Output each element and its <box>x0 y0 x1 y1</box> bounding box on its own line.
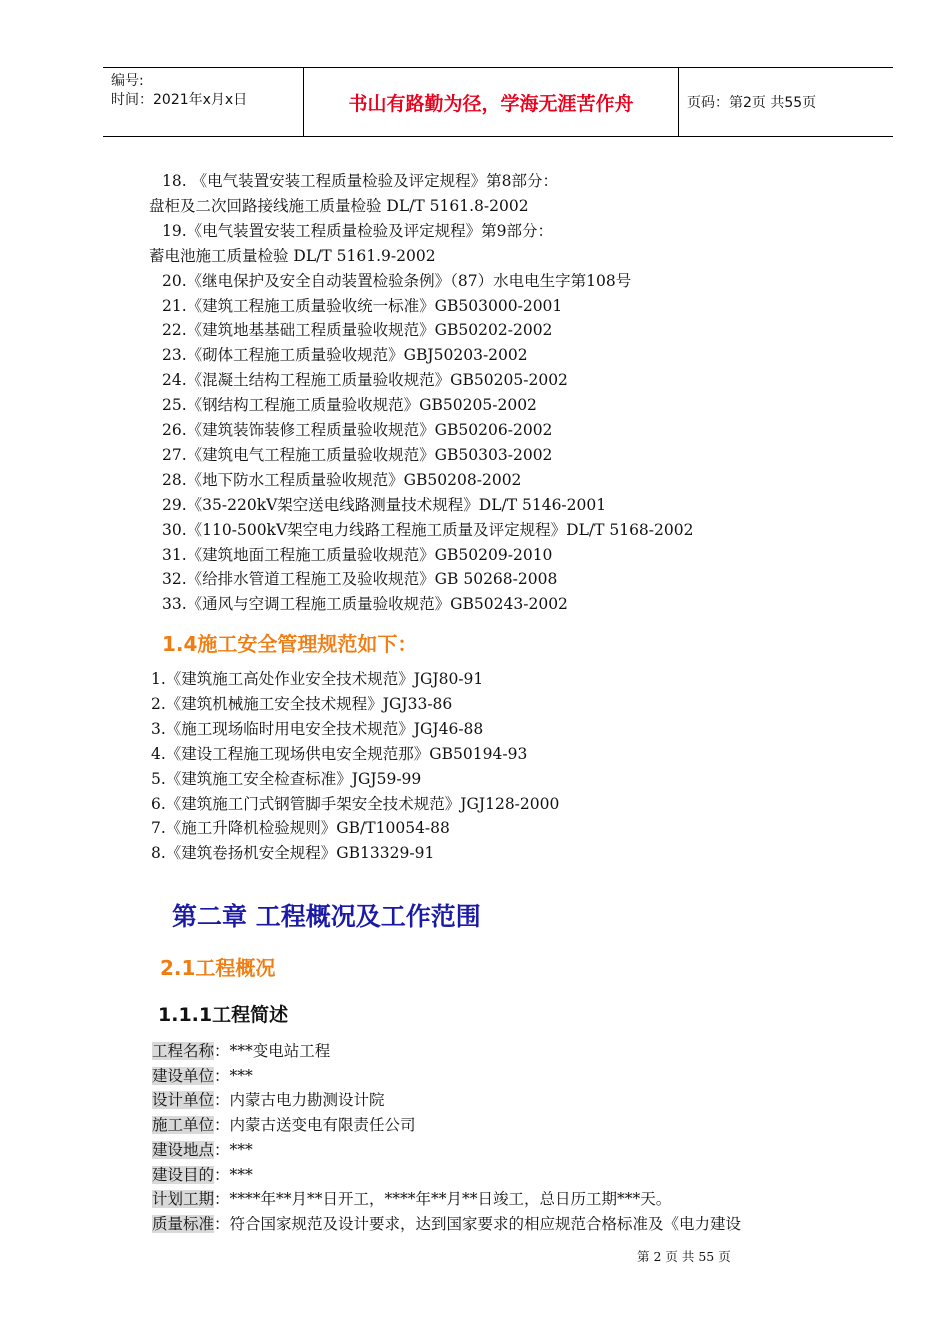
header-info-cell <box>103 68 303 136</box>
list-item: 盘柜及二次回路接线施工质量检验 DL/T 5161.8-2002 <box>149 196 529 215</box>
info-value: ：***变电站工程 <box>214 1042 331 1060</box>
list-item: 29.《35-220kV架空送电线路测量技术规程》DL/T 5146-2001 <box>162 495 607 514</box>
info-row <box>152 1164 253 1186</box>
list-item: 2.《建筑机械施工安全技术规程》JGJ33-86 <box>151 694 453 713</box>
info-value: ：*** <box>214 1165 253 1184</box>
info-label: 建设目的 <box>152 1165 215 1184</box>
list-item: 3.《施工现场临时用电安全技术规范》JGJ46-88 <box>151 719 484 738</box>
list-item: 30.《110-500kV架空电力线路工程施工质量及评定规程》DL/T 5168-2002 <box>162 520 694 539</box>
list-item: 7.《施工升降机检验规则》GB/T10054-88 <box>151 819 450 838</box>
info-value: ：内蒙古送变电有限责任公司 <box>214 1116 416 1135</box>
info-label: 质量标准 <box>152 1214 215 1233</box>
list-item: 1.《建筑施工高处作业安全技术规范》JGJ80-91 <box>151 670 484 688</box>
info-label: 设计单位 <box>152 1091 215 1110</box>
section-heading-2-1: 2.1工程概况 <box>160 956 276 980</box>
list-item: 31.《建筑地面工程施工质量验收规范》GB50209-2010 <box>162 545 553 564</box>
header-motto: 书山有路勤为径，学海无涯苦作舟 <box>303 68 679 136</box>
info-value: ：符合国家规范及设计要求，达到国家要求的相应规范合格标准及《电力建设 <box>214 1214 742 1233</box>
time-label: 时间：2021年x月x日 <box>111 92 248 108</box>
info-label: 建设单位 <box>152 1066 215 1085</box>
info-value: ：****年**月**日开工，****年**月**日竣工，总日历工期***天。 <box>214 1190 672 1209</box>
info-value: ：*** <box>214 1066 253 1085</box>
info-label: 计划工期 <box>152 1190 215 1209</box>
header-page-label: 页码：第2页 共55页 <box>687 95 817 111</box>
list-item: 20.《继电保护及安全自动装置检验条例》（87）水电电生字第108号 <box>162 271 632 290</box>
info-label: 工程名称 <box>152 1042 215 1060</box>
list-item: 4.《建设工程施工现场供电安全规范那》GB50194-93 <box>151 744 528 763</box>
info-value: ：*** <box>214 1140 253 1159</box>
list-item: 8.《建筑卷扬机安全规程》GB13329-91 <box>151 844 435 863</box>
list-item: 5.《建筑施工安全检查标准》JGJ59-99 <box>151 769 422 788</box>
section-heading-1-4: 1.4施工安全管理规范如下： <box>162 632 418 656</box>
info-row <box>152 1213 741 1235</box>
list-item: 18. 《电气装置安装工程质量检验及评定规程》第8部分： <box>162 172 558 190</box>
list-item: 32.《给排水管道工程施工及验收规范》GB 50268-2008 <box>162 570 558 589</box>
list-item: 28.《地下防水工程质量验收规范》GB50208-2002 <box>162 470 522 489</box>
list-item: 27.《建筑电气工程施工质量验收规范》GB50303-2002 <box>162 445 553 464</box>
list-item: 22.《建筑地基基础工程质量验收规范》GB50202-2002 <box>162 321 553 340</box>
info-label: 建设地点 <box>152 1140 215 1159</box>
list-item: 24.《混凝土结构工程施工质量验收规范》GB50205-2002 <box>162 371 568 390</box>
number-label: 编号: <box>111 73 144 89</box>
list-item: 21.《建筑工程施工质量验收统一标准》GB503000-2001 <box>162 296 563 315</box>
info-label: 施工单位 <box>152 1116 215 1135</box>
info-row <box>152 1065 253 1087</box>
section-heading-1-1-1: 1.1.1工程简述 <box>158 1004 289 1026</box>
page-header <box>103 67 893 137</box>
info-row <box>152 1188 671 1210</box>
info-value: ：内蒙古电力勘测设计院 <box>214 1091 385 1110</box>
list-item: 26.《建筑装饰装修工程质量验收规范》GB50206-2002 <box>162 421 553 439</box>
chapter-title: 第二章 工程概况及工作范围 <box>172 902 481 931</box>
list-item: 33.《通风与空调工程施工质量验收规范》GB50243-2002 <box>162 595 568 614</box>
list-item: 6.《建筑施工门式钢管脚手架安全技术规范》JGJ128-2000 <box>151 794 560 813</box>
page-footer: 第 2 页 共 55 页 <box>637 1249 731 1264</box>
info-row <box>152 1139 253 1161</box>
list-item: 19.《电气装置安装工程质量检验及评定规程》第9部分： <box>162 221 554 240</box>
list-item: 25.《钢结构工程施工质量验收规范》GB50205-2002 <box>162 396 537 415</box>
info-row <box>152 1040 330 1062</box>
list-item: 蓄电池施工质量检验 DL/T 5161.9-2002 <box>149 246 436 265</box>
info-row <box>152 1114 416 1136</box>
list-item: 23.《砌体工程施工质量验收规范》GBJ50203-2002 <box>162 346 528 365</box>
info-row <box>152 1089 385 1111</box>
